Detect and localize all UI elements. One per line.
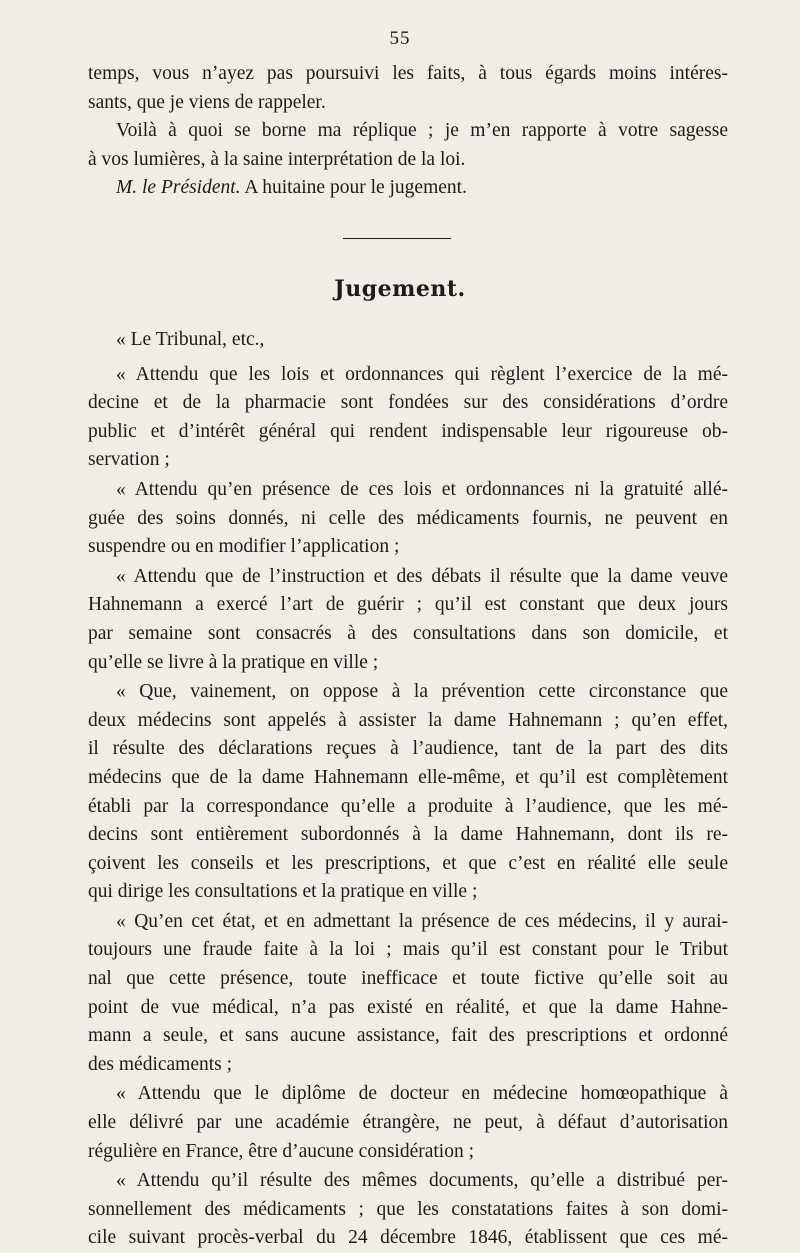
text-line: « Attendu que de l’instruction et des débats il résulte que la dame veuve <box>116 565 728 587</box>
judgement-text-block <box>88 326 728 1253</box>
text-line: Voilà à quoi se borne ma réplique ; je m’en rapporte à votre sagesse <box>116 120 728 142</box>
text-line: il résulte des déclarations reçues à l’audience, tant de la part des dits <box>88 738 728 760</box>
text-line: decine et de la pharmacie sont fondées sur des considérations d’ordre <box>88 392 728 414</box>
text-line: cile suivant procès-verbal du 24 décembre 1846, établissent que ces mé- <box>88 1227 728 1249</box>
paragraph <box>88 476 728 562</box>
text-line: médecins que de la dame Hahnemann elle-même, et qu’il est complètement <box>88 766 728 788</box>
section-divider <box>343 238 451 239</box>
speaker-name: M. le Président. <box>116 177 241 199</box>
text-line: « Attendu qu’en présence de ces lois et ordonnances ni la gratuité allé- <box>116 478 728 500</box>
text-line: « Le Tribunal, etc., <box>116 329 265 350</box>
speaker-text: A huitaine pour le jugement. <box>244 177 467 199</box>
text-line: des médicaments ; <box>88 1053 233 1075</box>
text-line: çoivent les conseils et les prescriptions, et que c’est en réalité elle seule <box>88 852 728 874</box>
text-line: decins sont entièrement subordonnés à la dame Hahnemann, dont ils re- <box>88 824 728 846</box>
top-text-block <box>88 60 728 203</box>
president-line <box>88 174 728 203</box>
paragraph <box>88 908 728 1080</box>
page-number: 55 <box>389 28 411 49</box>
paragraph <box>88 678 728 907</box>
text-line: mann a seule, et sans aucune assistance, fait des prescriptions et ordonné <box>88 1025 728 1047</box>
text-line: toujours une fraude faite à la loi ; mais qu’il est constant pour le Tribut <box>88 939 728 961</box>
text-line: elle délivré par une académie étrangère, ne peut, à défaut d’autorisation <box>88 1112 728 1134</box>
section-heading: Jugement. <box>334 276 466 302</box>
paragraph <box>88 1080 728 1166</box>
text-line: nal que cette présence, toute inefficace et toute fictive qu’elle soit au <box>88 968 728 990</box>
paragraph <box>88 563 728 677</box>
text-line: sants, que je viens de rappeler. <box>88 91 326 113</box>
text-line: « Attendu qu’il résulte des mêmes documents, qu’elle a distribué per- <box>116 1170 728 1192</box>
text-line: « Qu’en cet état, et en admettant la présence de ces médecins, il y aurai- <box>116 910 728 932</box>
text-line: à vos lumières, à la saine interprétation de la loi. <box>88 148 466 170</box>
text-line: qui dirige les consultations et la pratique en ville ; <box>88 881 478 903</box>
paragraph <box>88 117 728 174</box>
text-line: « Attendu que le diplôme de docteur en médecine homœopathique à <box>116 1083 728 1105</box>
paragraph <box>88 361 728 475</box>
text-line: qu’elle se livre à la pratique en ville ; <box>88 651 379 673</box>
text-line: « Que, vainement, on oppose à la prévention cette circonstance que <box>116 681 728 703</box>
paragraph <box>88 326 728 355</box>
paragraph <box>88 60 728 117</box>
text-line: par semaine sont consacrés à des consultations dans son domicile, et <box>88 622 728 644</box>
text-line: « Attendu que les lois et ordonnances qui règlent l’exercice de la mé- <box>116 363 728 385</box>
text-line: Hahnemann a exercé l’art de guérir ; qu’il est constant que deux jours <box>88 594 728 616</box>
text-line: suspendre ou en modifier l’application ; <box>88 536 400 558</box>
text-line: temps, vous n’ayez pas poursuivi les faits, à tous égards moins intéres- <box>88 63 728 84</box>
text-line: guée des soins donnés, ni celle des médicaments fournis, ne peuvent en <box>88 507 728 529</box>
text-line: public et d’intérêt général qui rendent indispensable leur rigoureuse ob- <box>88 420 728 442</box>
paragraph <box>88 1167 728 1253</box>
text-line: servation ; <box>88 449 170 471</box>
text-line: régulière en France, être d’aucune considération ; <box>88 1140 475 1162</box>
text-line: point de vue médical, n’a pas existé en réalité, et que la dame Hahne- <box>88 996 728 1018</box>
text-line: sonnellement des médicaments ; que les constatations faites à son domi- <box>88 1198 728 1220</box>
text-line: établi par la correspondance qu’elle a produite à l’audience, que les mé- <box>88 795 728 817</box>
text-line: deux médecins sont appelés à assister la dame Hahnemann ; qu’en effet, <box>88 709 728 731</box>
